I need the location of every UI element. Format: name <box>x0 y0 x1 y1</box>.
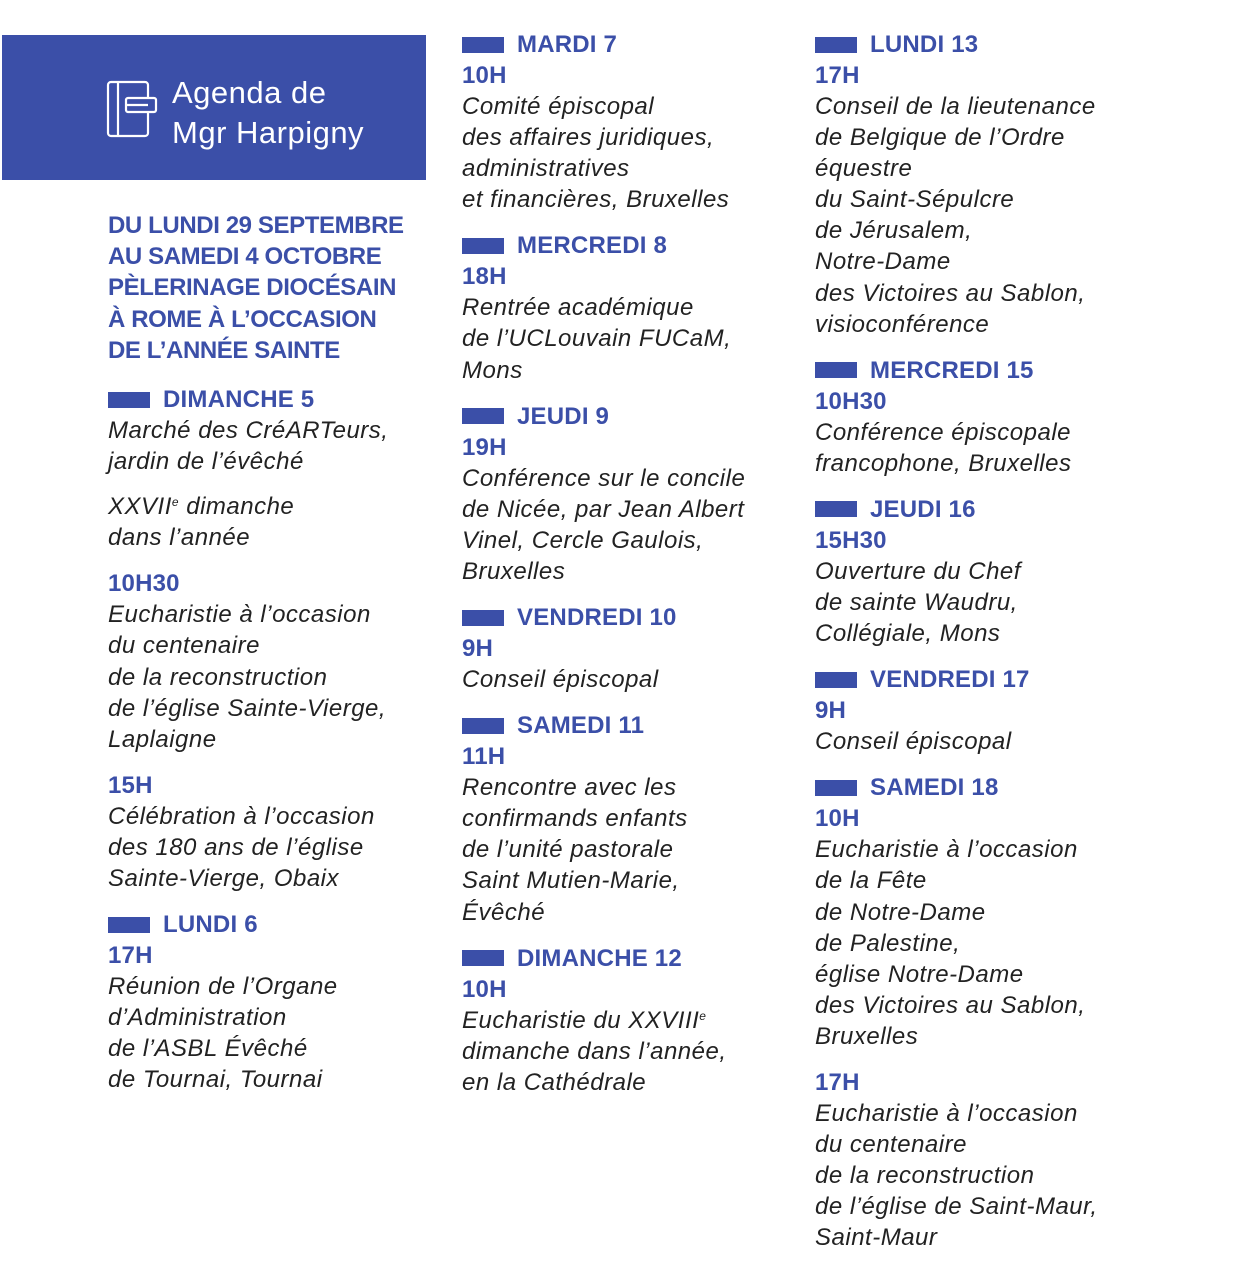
event-description: Eucharistie à l’occasion du centenaire de la reconstruction de l’église de Saint-Maur, Saint-Maur <box>815 1099 1098 1252</box>
event-time: 15H <box>108 771 153 799</box>
agenda-column-2 <box>462 29 797 1098</box>
event-description <box>462 1005 797 1098</box>
event-description: Marché des CréARTeurs, jardin de l’évêché <box>108 417 389 476</box>
day-heading <box>462 943 797 974</box>
day-label: MERCREDI 15 <box>870 356 1034 384</box>
event-time: 17H <box>815 62 860 89</box>
event-description: Eucharistie à l’occasion du centenaire de la reconstruction de l’église Sainte-Vierge, Laplaigne <box>108 601 387 753</box>
day-label: LUNDI 6 <box>163 911 258 939</box>
event-text: XXVII <box>108 493 172 521</box>
event-time: 10H30 <box>108 570 180 598</box>
superscript: e <box>171 495 180 510</box>
event-description: Comité épiscopal des affaires juridiques, administratives et financières, Bruxelles <box>462 93 730 214</box>
day-marker <box>815 672 857 688</box>
day-marker <box>462 408 504 424</box>
event-description: Eucharistie à l’occasion de la Fête de Notre-Dame de Palestine, église Notre-Dame des Victoires au Sablon, Bruxelles <box>815 836 1086 1050</box>
day-marker <box>815 37 857 53</box>
event-description: Ouverture du Chef de sainte Waudru, Collégiale, Mons <box>815 557 1021 648</box>
event-description: Conseil épiscopal <box>815 728 1012 756</box>
event-text: Eucharistie du XXVIII <box>462 1006 700 1034</box>
day-heading <box>462 602 797 633</box>
day-heading <box>462 230 797 261</box>
agenda-book-icon <box>106 80 158 138</box>
event-description: Conférence sur le concile de Nicée, par Jean Albert Vinel, Cercle Gaulois, Bruxelles <box>462 464 746 585</box>
event-time: 10H <box>462 975 507 1003</box>
day-marker <box>462 37 504 53</box>
day-heading <box>815 664 1150 695</box>
event-time: 15H30 <box>815 526 887 554</box>
day-marker <box>462 950 504 966</box>
event-time: 10H30 <box>815 387 887 415</box>
day-marker <box>462 718 504 734</box>
day-marker <box>108 392 150 408</box>
event-description: Conférence épiscopale francophone, Bruxelles <box>815 418 1072 477</box>
event-description: Rentrée académique de l’UCLouvain FUCaM, Mons <box>462 294 732 384</box>
event-time: 11H <box>462 743 506 771</box>
day-heading <box>108 384 433 415</box>
day-heading <box>108 909 433 940</box>
day-heading <box>815 772 1150 803</box>
day-label: JEUDI 9 <box>517 402 610 430</box>
event-description: Conseil de la lieutenance de Belgique de l’Ordre équestre du Saint-Sépulcre de Jérusalem, Notre-Dame des Victoires au Sablon, visioconférence <box>815 93 1096 338</box>
day-marker <box>815 780 857 796</box>
event-time: 10H <box>462 62 507 89</box>
day-marker <box>462 610 504 626</box>
day-heading <box>815 355 1150 386</box>
event-description: Célébration à l’occasion des 180 ans de l’église Sainte-Vierge, Obaix <box>108 802 375 893</box>
event-time: 18H <box>462 263 507 291</box>
day-label: DIMANCHE 12 <box>517 944 682 972</box>
page-title: Agenda de Mgr Harpigny <box>172 75 365 150</box>
superscript: e <box>699 1008 707 1023</box>
event-time: 19H <box>462 433 507 461</box>
day-label: SAMEDI 11 <box>517 712 645 740</box>
day-label: MERCREDI 8 <box>517 232 668 260</box>
header-banner <box>2 35 426 180</box>
day-label: VENDREDI 10 <box>517 604 677 632</box>
event-text: dimanche dans l’année <box>108 493 295 552</box>
event-description <box>108 491 433 553</box>
event-time: 17H <box>108 942 153 970</box>
event-text: dimanche dans l’année, en la Cathédrale <box>462 1037 727 1096</box>
day-label: DIMANCHE 5 <box>163 386 315 414</box>
event-time: 10H <box>815 805 860 833</box>
day-heading <box>462 29 797 60</box>
day-marker <box>462 238 504 254</box>
day-label: MARDI 7 <box>517 31 618 58</box>
event-description: Rencontre avec les confirmands enfants de l’unité pastorale Saint Mutien-Marie, Évêché <box>462 774 688 926</box>
event-time: 9H <box>462 635 494 663</box>
intro-heading: DU LUNDI 29 SEPTEMBRE AU SAMEDI 4 OCTOBRE PÈLERINAGE DIOCÉSAIN À ROME À L’OCCASION DE L’ANNÉE SAINTE <box>108 212 404 364</box>
event-description: Réunion de l’Organe d’Administration de l’ASBL Évêché de Tournai, Tournai <box>108 973 338 1094</box>
agenda-column-3 <box>815 29 1150 1253</box>
day-label: SAMEDI 18 <box>870 774 999 802</box>
day-marker <box>815 362 857 378</box>
day-marker <box>815 501 857 517</box>
day-heading <box>815 29 1150 60</box>
day-label: VENDREDI 17 <box>870 666 1030 694</box>
day-heading <box>815 494 1150 525</box>
day-heading <box>462 401 797 432</box>
event-time: 17H <box>815 1068 860 1096</box>
event-time: 9H <box>815 697 847 725</box>
agenda-column-1 <box>108 210 433 1096</box>
day-heading <box>462 710 797 741</box>
day-label: LUNDI 13 <box>870 31 979 58</box>
event-description: Conseil épiscopal <box>462 666 659 694</box>
day-label: JEUDI 16 <box>870 495 976 523</box>
day-marker <box>108 917 150 933</box>
